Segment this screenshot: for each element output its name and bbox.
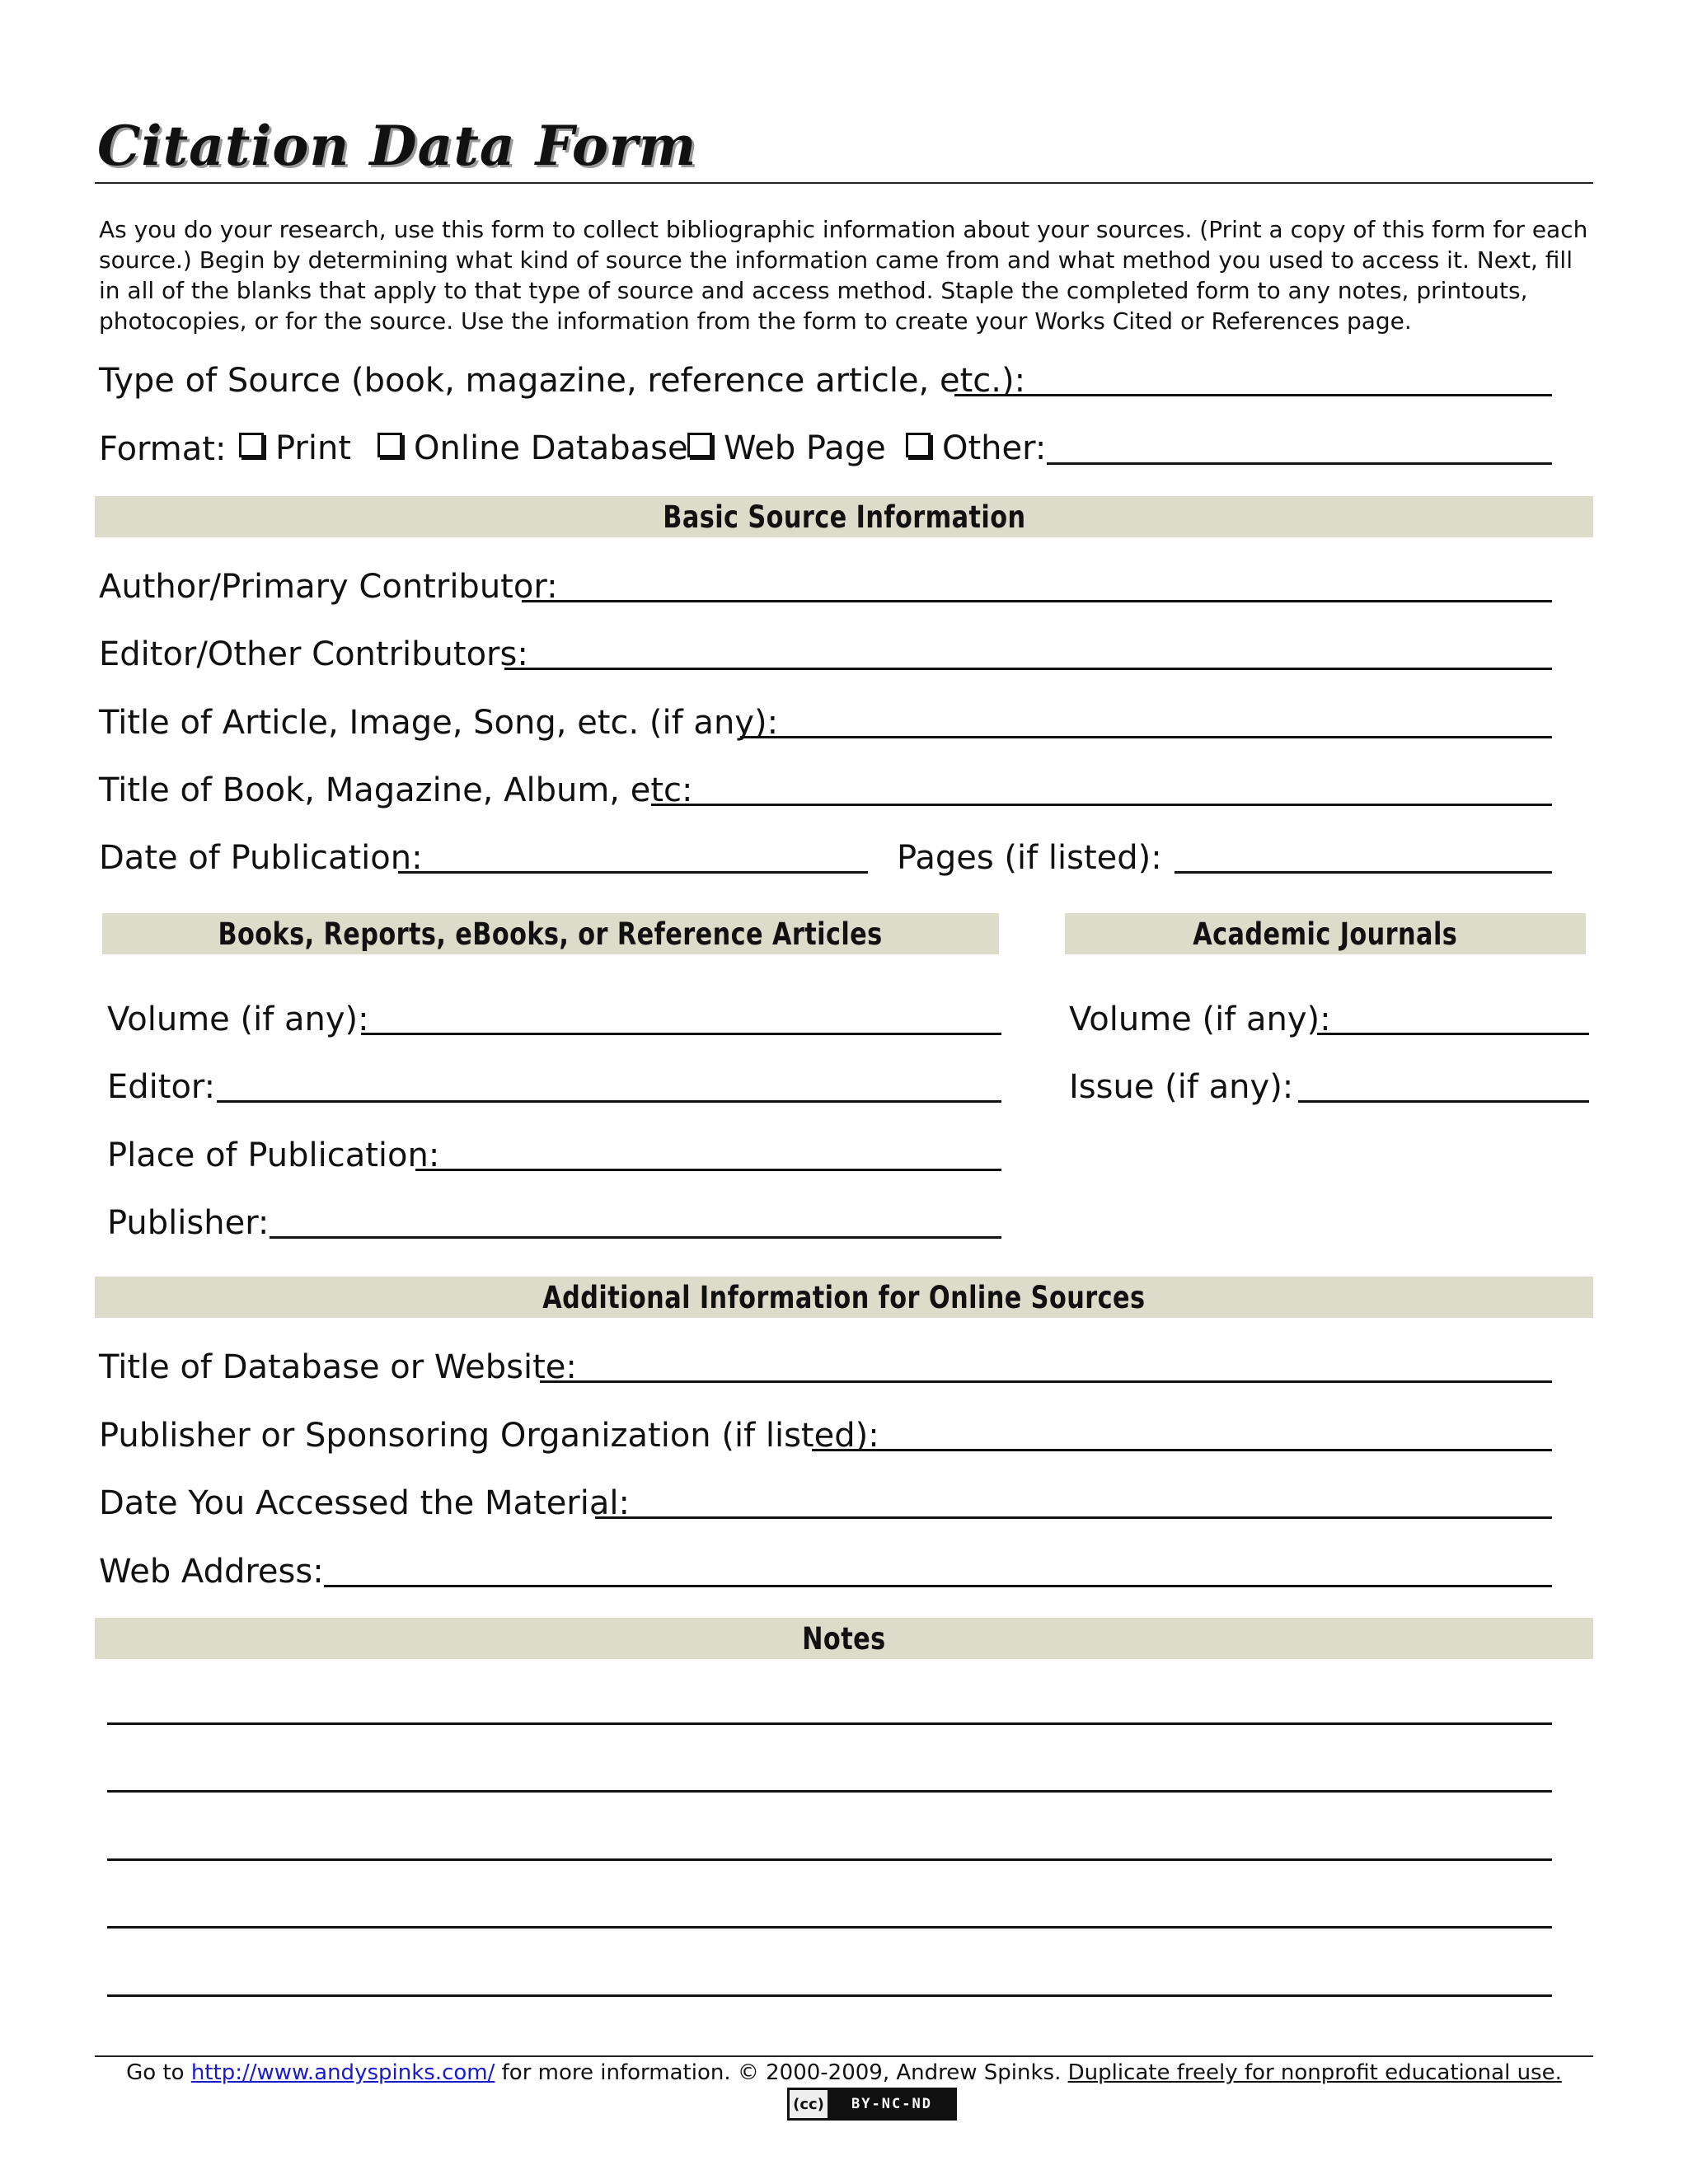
other-label: Other:	[942, 429, 1047, 467]
journal-issue-field[interactable]	[1298, 1100, 1589, 1103]
section-basic-header: Basic Source Information	[95, 496, 1593, 537]
title-article-label: Title of Article, Image, Song, etc. (if any):	[99, 704, 779, 742]
notes-line[interactable]	[107, 1790, 1552, 1793]
book-editor-field[interactable]	[217, 1100, 1001, 1103]
title-rule	[95, 182, 1593, 184]
place-publication-label: Place of Publication:	[107, 1137, 440, 1174]
pages-label: Pages (if listed):	[897, 839, 1162, 877]
cc-icon: (cc)	[790, 2090, 829, 2118]
author-field[interactable]	[522, 600, 1552, 602]
book-editor-label: Editor:	[107, 1068, 216, 1106]
format-other-option[interactable]	[906, 429, 1046, 467]
notes-line[interactable]	[107, 1722, 1552, 1725]
section-notes-header: Notes	[95, 1618, 1593, 1659]
author-label: Author/Primary Contributor:	[99, 568, 558, 606]
type-of-source-label: Type of Source (book, magazine, reference article, etc.):	[99, 362, 1026, 400]
title-book-field[interactable]	[651, 804, 1552, 806]
web-page-checkbox[interactable]	[687, 433, 712, 457]
cc-license-badge[interactable]	[787, 2088, 957, 2121]
online-database-checkbox[interactable]	[377, 433, 402, 457]
journal-volume-label: Volume (if any):	[1069, 1001, 1331, 1038]
footer-prefix: Go to	[126, 2060, 191, 2085]
format-print-option[interactable]	[239, 429, 351, 467]
type-of-source-field[interactable]	[954, 394, 1552, 396]
section-journals-header: Academic Journals	[1065, 913, 1586, 954]
print-checkbox[interactable]	[239, 433, 264, 457]
accessed-field[interactable]	[595, 1516, 1552, 1519]
web-page-label: Web Page	[724, 429, 886, 467]
section-online-header: Additional Information for Online Sources	[95, 1277, 1593, 1318]
book-volume-label: Volume (if any):	[107, 1001, 369, 1038]
date-publication-label: Date of Publication:	[99, 839, 423, 877]
format-other-field[interactable]	[1047, 462, 1552, 465]
notes-line[interactable]	[107, 1926, 1552, 1929]
footer-text	[95, 2060, 1593, 2085]
journal-volume-field[interactable]	[1317, 1033, 1589, 1035]
other-checkbox[interactable]	[906, 433, 931, 457]
database-title-field[interactable]	[540, 1380, 1552, 1383]
database-title-label: Title of Database or Website:	[99, 1348, 577, 1386]
intro-paragraph: As you do your research, use this form to collect bibliographic information about your sources. (Print a copy of this form for each source.) Begin by determining what kind of source the information came from and what method you used to access it. Next, fill in all of the blanks that apply to that type of source and access method. Staple the completed form to any notes, printouts, photocopies, or for the source. Use the information from the form to create your Works Cited or References page.	[99, 216, 1588, 335]
title-article-field[interactable]	[740, 736, 1552, 738]
web-address-field[interactable]	[324, 1585, 1552, 1587]
notes-line[interactable]	[107, 1858, 1552, 1861]
sponsor-field[interactable]	[812, 1449, 1552, 1451]
notes-line[interactable]	[107, 1994, 1552, 1997]
footer-rule	[95, 2055, 1593, 2057]
accessed-label: Date You Accessed the Material:	[99, 1484, 630, 1522]
title-book-label: Title of Book, Magazine, Album, etc:	[99, 771, 693, 809]
format-web-page-option[interactable]	[687, 429, 886, 467]
journal-issue-label: Issue (if any):	[1069, 1068, 1294, 1106]
license-note: Duplicate freely for nonprofit educational use.	[1067, 2060, 1562, 2085]
editor-other-field[interactable]	[504, 668, 1552, 670]
cc-terms: BY-NC-ND	[829, 2090, 954, 2118]
sponsor-label: Publisher or Sponsoring Organization (if listed):	[99, 1417, 879, 1455]
web-address-label: Web Address:	[99, 1553, 324, 1591]
publisher-label: Publisher:	[107, 1204, 270, 1242]
footer-middle: for more information. © 2000-2009, Andrew Spinks.	[495, 2060, 1068, 2085]
editor-other-label: Editor/Other Contributors:	[99, 635, 528, 673]
page-title: Citation Data Form	[97, 114, 697, 178]
online-database-label: Online Database	[414, 429, 688, 467]
pages-field[interactable]	[1175, 871, 1552, 874]
print-label: Print	[275, 429, 352, 467]
date-publication-field[interactable]	[398, 871, 868, 874]
website-link[interactable]: http://www.andyspinks.com/	[190, 2060, 495, 2085]
section-books-header: Books, Reports, eBooks, or Reference Articles	[102, 913, 999, 954]
place-publication-field[interactable]	[415, 1169, 1001, 1171]
publisher-field[interactable]	[270, 1236, 1001, 1239]
format-online-database-option[interactable]	[377, 429, 688, 467]
book-volume-field[interactable]	[361, 1033, 1001, 1035]
format-label: Format:	[99, 430, 227, 468]
